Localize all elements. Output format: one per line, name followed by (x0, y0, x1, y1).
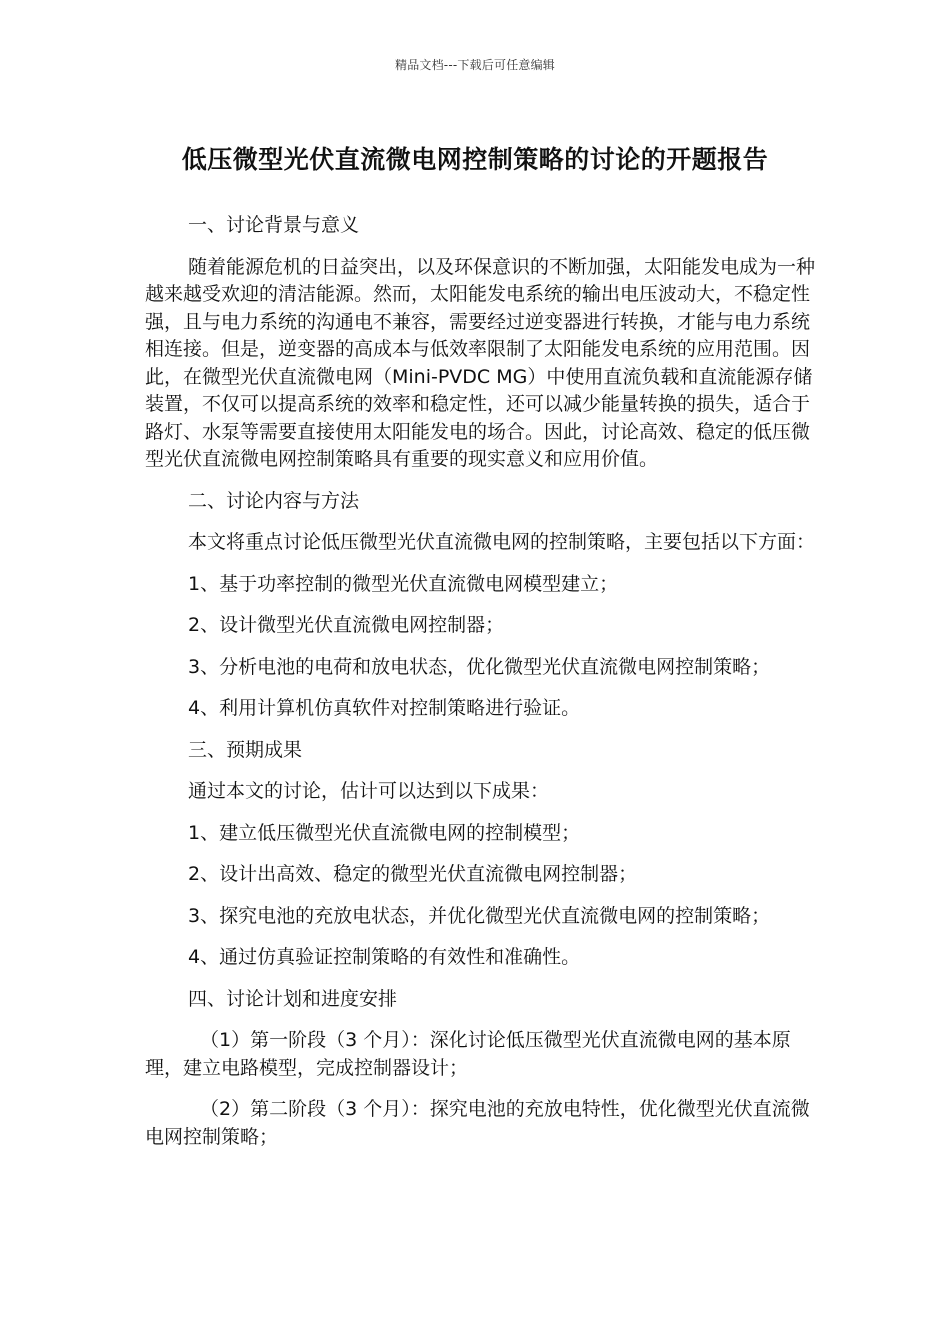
results-intro: 通过本文的讨论，估计可以达到以下成果： (188, 780, 550, 802)
content-list-item: 3、分析电池的电荷和放电状态，优化微型光伏直流微电网控制策略； (188, 655, 771, 678)
results-list-item: 4、通过仿真验证控制策略的有效性和准确性。 (188, 946, 581, 968)
content-list-item: 1、基于功率控制的微型光伏直流微电网模型建立； (188, 572, 619, 595)
results-list-item: 1、建立低压微型光伏直流微电网的控制模型； (188, 821, 581, 844)
document-title: 低压微型光伏直流微电网控制策略的讨论的开题报告 (181, 145, 769, 174)
content-list-item: 4、利用计算机仿真软件对控制策略进行验证。 (188, 697, 581, 719)
section-heading-background: 一、讨论背景与意义 (188, 214, 360, 236)
background-paragraph: 随着能源危机的日益突出，以及环保意识的不断加强，太阳能发电成为一种越来越受欢迎的清洁能源。然而，太阳能发电系统的输出电压波动大，不稳定性强，且与电力系统的沟通电不兼容，需要经过逆变器进行转换，才能与电力系统相连接。但是，逆变器的高成本与低效率限制了太阳能发电系统的应用范围。因此，在微型光伏直流微电网（Mini-PVDC MG）中使用直流负载和直流能源存储装置，不仅可以提高系统的效率和稳定性，还可以减少能量转换的损失，适合于路灯、水泵等需要直接使用太阳能发电的场合。因此，讨论高效、稳定的低压微型光伏直流微电网控制策略具有重要的现实意义和应用价值。 (145, 255, 816, 470)
section-heading-results: 三、预期成果 (188, 738, 303, 761)
section-heading-content: 二、讨论内容与方法 (188, 489, 360, 512)
content-intro: 本文将重点讨论低压微型光伏直流微电网的控制策略，主要包括以下方面： (188, 531, 816, 553)
header-note: 精品文档---下载后可任意编辑 (395, 58, 555, 72)
plan-stage: （2）第二阶段（3 个月）：探究电池的充放电特性，优化微型光伏直流微电网控制策略； (145, 1098, 810, 1148)
section-heading-plan: 四、讨论计划和进度安排 (188, 987, 398, 1010)
content-list-item: 2、设计微型光伏直流微电网控制器； (188, 614, 505, 636)
document-body (145, 212, 815, 1165)
results-list-item: 2、设计出高效、稳定的微型光伏直流微电网控制器； (188, 863, 638, 885)
plan-stage: （1）第一阶段（3 个月）：深化讨论低压微型光伏直流微电网的基本原理，建立电路模型，完成控制器设计； (145, 1029, 791, 1079)
results-list-item: 3、探究电池的充放电状态，并优化微型光伏直流微电网的控制策略； (188, 904, 771, 927)
